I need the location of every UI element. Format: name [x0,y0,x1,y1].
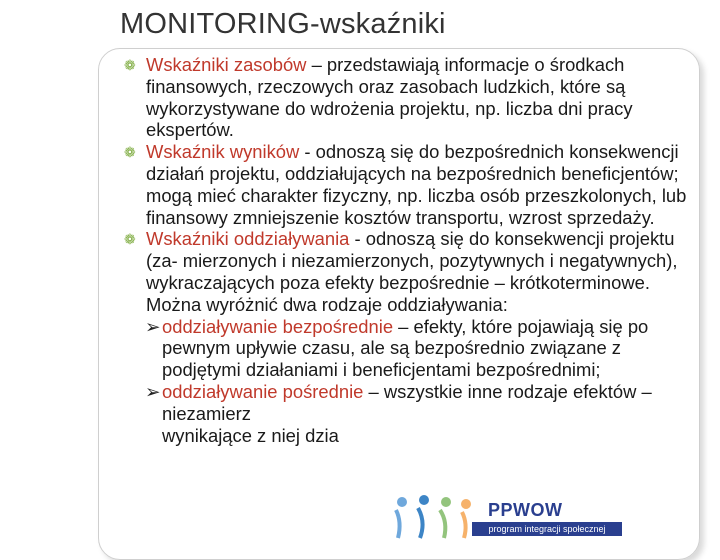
sub-bullet-term: oddziaływanie bezpośrednie [162,315,394,337]
bullet-item [124,141,696,228]
ppwow-logo [372,492,672,540]
bullet-text: - odnoszą się do konsekwencji projektu (za- mierzonych i niezamierzonych, pozytywnych i negatywnych), wykraczających poza efekty bezpośrednie – krótkoterminowe. Można wyróżnić dwa rodzaje oddziaływania: [146,228,678,315]
logo-name: PPWOW [488,500,563,520]
leaf-bullet-icon: ❁ [124,231,136,248]
people-figures-icon [382,492,482,540]
sub-bullet-text-continued: wynikające z niej dzia [162,424,339,446]
slide-title: MONITORING-wskaźniki [120,8,446,40]
bullet-item [124,54,696,141]
bullet-text: - odnoszą się do bezpośrednich konsekwencji działań projektu, oddziałujących na bezpośrednich beneficjentów; mogą mieć charakter fizyczny, np. liczba osób przeszkolonych, lub finansowy zmniejszenie kosztów transportu, wzrost sprzedaży. [146,141,687,228]
leaf-bullet-icon: ❁ [124,144,136,161]
arrow-bullet-icon: ➢ [145,315,161,337]
sub-bullet-text: – wszystkie inne rodzaje efektów – niezamierz [162,380,652,424]
sub-bullet-item [124,381,696,446]
bullet-term: Wskaźniki oddziaływania [146,228,350,250]
sub-bullet-text: – efekty, które pojawiają się po pewnym upływie czasu, ale są bezpośrednio związane z podjętymi działaniami i beneficjentami bezpośrednimi; [162,315,649,381]
leaf-bullet-icon: ❁ [124,57,136,73]
slide-content [124,54,696,446]
logo-tagline: program integracji społecznej [472,522,622,536]
bullet-text: – przedstawiają informacje o środkach finansowych, rzeczowych oraz zasobach ludzkich, które są wykorzystywane do wdrożenia projektu, np. liczba dni pracy ekspertów. [146,54,633,141]
arrow-bullet-icon: ➢ [145,380,161,402]
bullet-item [124,228,696,315]
bullet-term: Wskaźniki zasobów [146,54,307,75]
sub-bullet-item [124,316,696,381]
bullet-term: Wskaźnik wyników [146,141,300,163]
sub-bullet-term: oddziaływanie pośrednie [162,380,364,402]
